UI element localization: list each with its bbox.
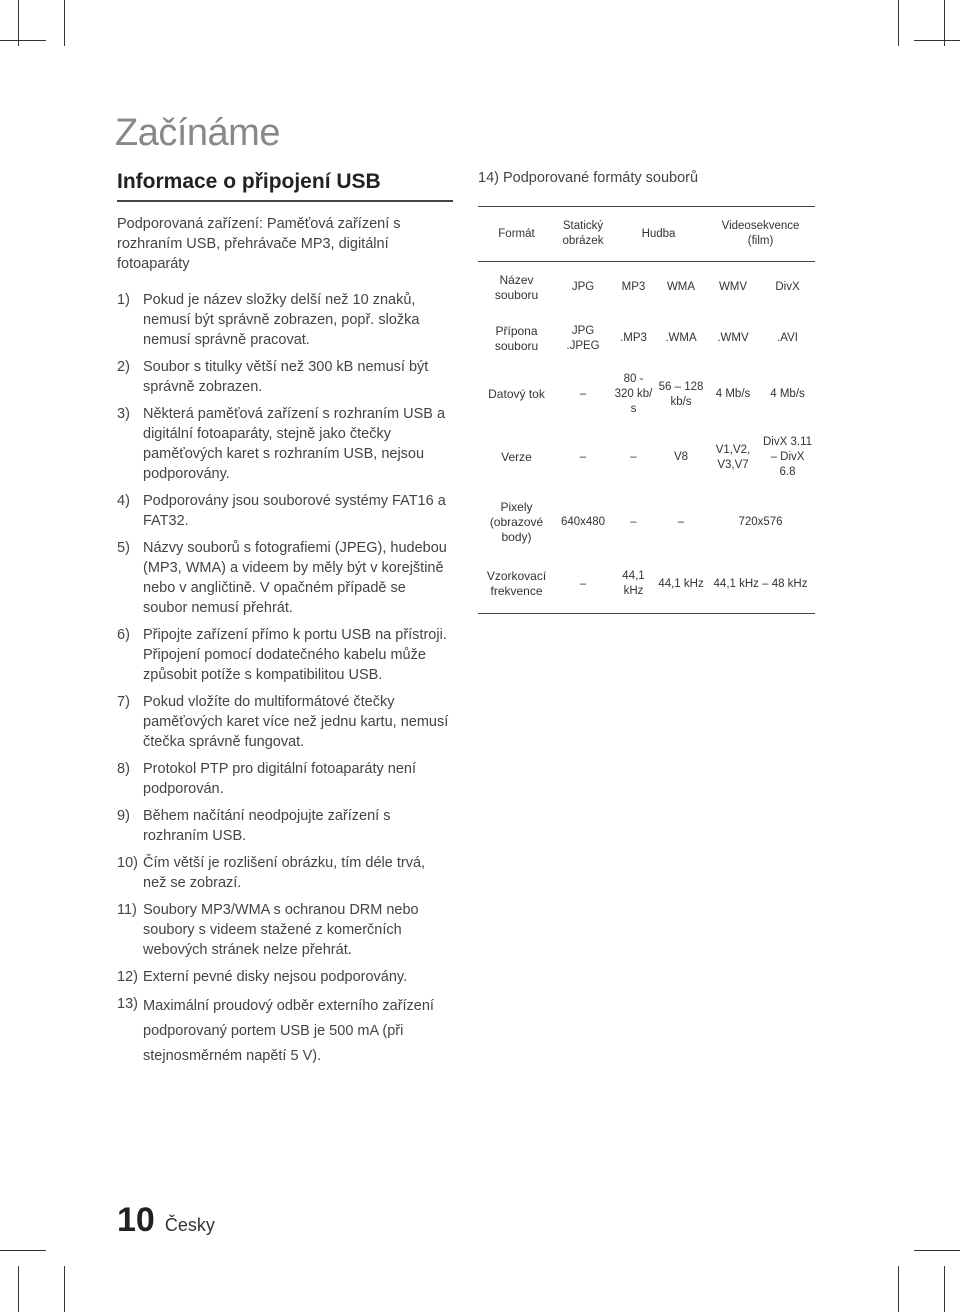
table-row [478,262,815,314]
list-item [117,491,462,531]
item-text: Soubory MP3/WMA s ochranou DRM nebo soubory s videem stažené z komerčních webových stránek nelze přehrát. [143,902,419,958]
item-text: Podporovány jsou souborové systémy FAT16 a FAT32. [143,493,446,529]
item-text: Některá paměťová zařízení s rozhraním USB a digitální fotoaparáty, stejně jako čtečky paměťových karet s rozhraním USB, nejsou podporovány. [143,406,446,482]
item-number: 6) [117,627,130,643]
item-number: 3) [117,406,130,422]
list-item [117,357,462,397]
header-video: Videosekvence (film) [706,207,815,262]
list-item [117,994,462,1069]
table-cell: JPG .JPEG [566,324,600,352]
supported-devices-text: Podporovaná zařízení: Paměťová zařízení s rozhraním USB, přehrávače MP3, digitální fotoaparáty [117,216,401,272]
table-cell: 44,1 kHz [622,570,645,598]
crop-mark [18,1266,19,1312]
table-cell: .WMV [717,332,749,344]
usb-notes-list [117,290,462,1069]
table-row [478,556,815,614]
item-text: Maximální proudový odběr externího zařízení podporovaný portem USB je 500 mA (při stejnosměrném napětí 5 V). [143,998,434,1064]
row-label: Název souboru [494,272,539,302]
table-cell: .WMA [665,332,697,344]
table-cell: 4 Mb/s [770,388,805,400]
table-cell: 720x576 [738,516,783,528]
crop-mark [898,1266,899,1312]
table-cell: .MP3 [620,332,647,344]
item-text: Názvy souborů s fotografiemi (JPEG), hudebou (MP3, WMA) a videem by měly být v korejštině nebo v angličtině. V opačném případě se soubor nemusí přehrát. [143,540,447,616]
list-item [117,404,462,484]
item-text: Pokud je název složky delší než 10 znaků, nemusí být správně zobrazen, popř. složka nemusí správně pracovat. [143,292,420,348]
table-row [478,314,815,364]
item-text: Připojte zařízení přímo k portu USB na přístroji. Připojení pomocí dodatečného kabelu může způsobit potíže s kompatibilitou USB. [143,627,447,683]
table-header-row [478,207,815,262]
row-label: Pixely (obrazové body) [489,500,544,544]
row-label: Verze [501,450,532,464]
list-item [117,759,462,799]
crop-mark [64,0,65,46]
item-number: 13) [117,996,138,1012]
table-cell: DivX [775,281,800,294]
item-number: 4) [117,493,130,509]
item-number: 12) [117,969,138,985]
item-text: Protokol PTP pro digitální fotoaparáty není podporován. [143,761,416,797]
item-number: 5) [117,540,130,556]
table-cell: – [579,451,587,463]
formats-table-title: 14) Podporované formáty souborů [478,170,699,186]
item-text: Soubor s titulky větší než 300 kB nemusí být správně zobrazen. [143,359,429,395]
item-number: 1) [117,292,130,308]
list-item [117,853,462,893]
list-item [117,806,462,846]
crop-mark [0,40,46,41]
table-cell: .AVI [777,332,798,344]
item-number: 8) [117,761,130,777]
section-title: Začínáme [115,112,280,154]
formats-column [478,170,818,614]
table-cell: V8 [673,451,689,463]
table-cell: JPG [571,281,595,294]
usb-info-column [117,170,462,1076]
table-cell: MP3 [621,281,646,294]
table-row [478,364,815,426]
page-number: 10 [117,1201,155,1239]
table-cell: 44,1 kHz [658,577,704,590]
list-item [117,692,462,752]
item-text: Externí pevné disky nejsou podporovány. [143,969,408,985]
crop-mark [64,1266,65,1312]
table-cell: – [579,577,587,590]
crop-mark [0,1250,46,1251]
item-number: 10) [117,855,138,871]
row-label: Datový tok [488,387,545,401]
list-item [117,625,462,685]
table-cell: V1,V2, V3,V7 [715,443,751,471]
supported-formats-table [478,206,815,614]
crop-mark [914,1250,960,1251]
table-cell: – [579,388,587,400]
table-cell: 44,1 kHz – 48 kHz [713,577,808,590]
crop-mark [944,1266,945,1312]
item-number: 2) [117,359,130,375]
table-cell: – [630,516,637,528]
table-cell: 640x480 [560,516,606,528]
list-item [117,900,462,960]
crop-mark [914,40,960,41]
header-music: Hudba [611,207,706,262]
list-item [117,538,462,618]
item-text: Pokud vložíte do multiformátové čtečky paměťových karet více než jednu kartu, nemusí čtečka správně fungovat. [143,694,449,750]
item-number: 11) [117,902,137,918]
row-label: Přípona souboru [494,323,539,353]
item-number: 7) [117,694,130,710]
list-item [117,290,462,350]
page-language: Česky [164,1215,215,1235]
table-row [478,426,815,490]
page-footer [117,1201,215,1240]
table-cell: 56 – 128 kb/s [658,380,704,408]
table-cell: WMV [718,281,748,294]
item-text: Během načítání neodpojujte zařízení s rozhraním USB. [143,808,391,844]
table-cell: 80 - 320 kb/ s [614,373,653,415]
item-number: 9) [117,808,130,824]
table-cell: 4 Mb/s [715,388,751,400]
item-text: Čím větší je rozlišení obrázku, tím déle trvá, než se zobrazí. [143,855,426,891]
table-cell: DivX 3.11 – DivX 6.8 [763,436,813,478]
list-item [117,967,462,987]
table-cell: WMA [666,281,696,294]
usb-info-heading: Informace o připojení USB [117,170,381,193]
table-row [478,490,815,556]
crop-mark [898,0,899,46]
heading-divider [117,200,453,202]
row-label: Vzorkovací frekvence [486,569,547,599]
table-cell: – [677,516,685,528]
header-image: Statický obrázek [555,207,611,262]
header-format: Formát [478,207,555,262]
table-cell: – [630,451,637,463]
